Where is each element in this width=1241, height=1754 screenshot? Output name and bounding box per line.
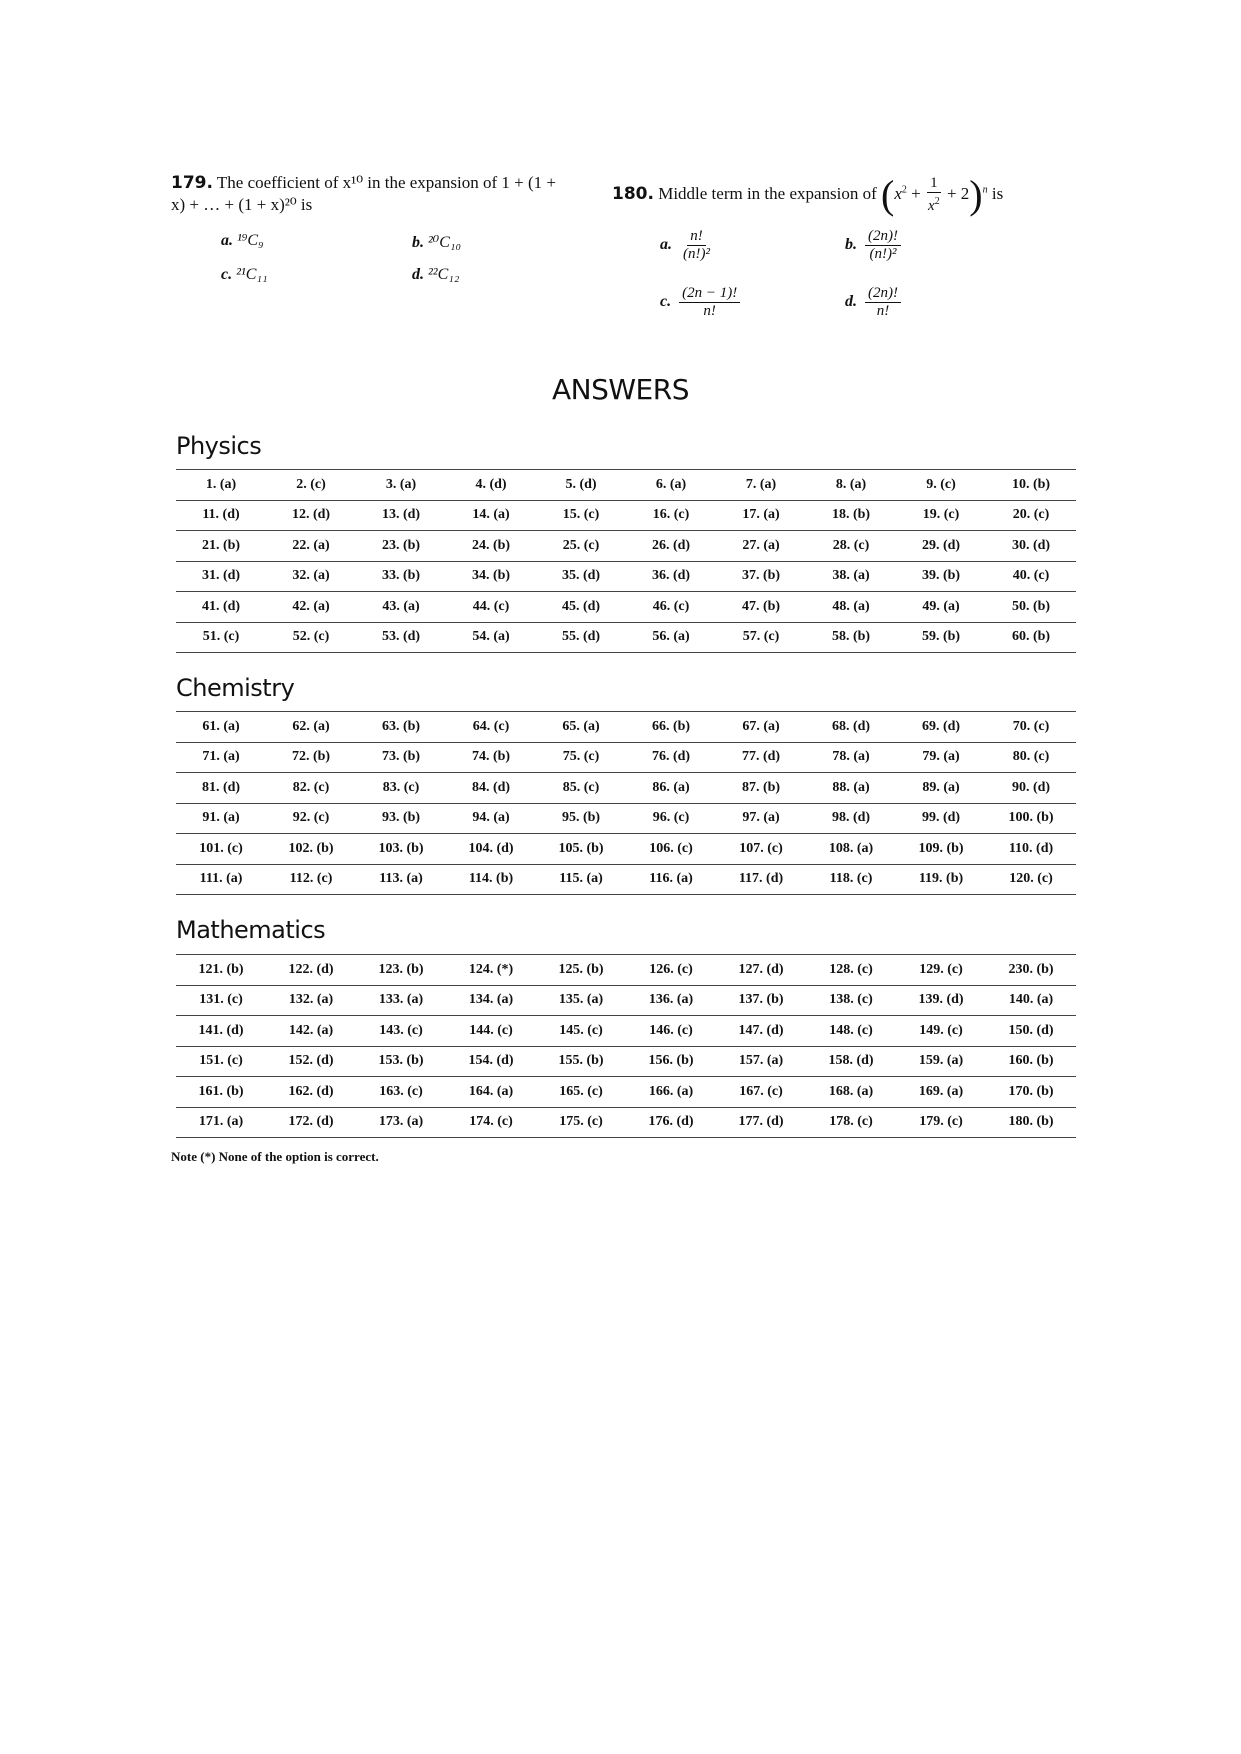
answer-cell: 164. (a): [446, 1077, 536, 1108]
answer-cell: 79. (a): [896, 742, 986, 773]
question-180: [612, 172, 1004, 217]
answer-cell: 13. (d): [356, 500, 446, 531]
answer-cell: 32. (a): [266, 561, 356, 592]
answer-cell: 3. (a): [356, 470, 446, 501]
answer-cell: 25. (c): [536, 531, 626, 562]
table-row: [176, 500, 1076, 531]
answer-cell: 53. (d): [356, 622, 446, 653]
table-row: [176, 1107, 1076, 1138]
answer-cell: 10. (b): [986, 470, 1076, 501]
answer-cell: 149. (c): [896, 1016, 986, 1047]
table-row: [176, 985, 1076, 1016]
answer-grid-physics: [176, 469, 1076, 653]
answer-cell: 43. (a): [356, 592, 446, 623]
answer-cell: 105. (b): [536, 834, 626, 865]
q180-option-b: b. $\frac{(2n)!}{\text{(n!)²}}$: [845, 228, 901, 263]
answer-cell: 66. (b): [626, 712, 716, 743]
answer-cell: 175. (c): [536, 1107, 626, 1138]
question-stem: Middle term in the expansion of: [658, 183, 877, 203]
table-row: [176, 1077, 1076, 1108]
answer-cell: 56. (a): [626, 622, 716, 653]
answer-cell: 30. (d): [986, 531, 1076, 562]
table-row: [176, 470, 1076, 501]
answer-cell: 132. (a): [266, 985, 356, 1016]
table-row: [176, 1046, 1076, 1077]
answer-cell: 118. (c): [806, 864, 896, 895]
answer-cell: 156. (b): [626, 1046, 716, 1077]
answer-cell: 6. (a): [626, 470, 716, 501]
answer-cell: 110. (d): [986, 834, 1076, 865]
answer-cell: 155. (b): [536, 1046, 626, 1077]
answer-cell: 102. (b): [266, 834, 356, 865]
answer-cell: 151. (c): [176, 1046, 266, 1077]
answer-cell: 96. (c): [626, 803, 716, 834]
answer-cell: 133. (a): [356, 985, 446, 1016]
answer-cell: 44. (c): [446, 592, 536, 623]
answer-cell: 24. (b): [446, 531, 536, 562]
table-row: [176, 803, 1076, 834]
answer-cell: 126. (c): [626, 955, 716, 986]
answer-grid-chemistry: [176, 711, 1076, 895]
table-row: [176, 712, 1076, 743]
answer-cell: 180. (b): [986, 1107, 1076, 1138]
q179-option-a: a. ¹⁹C₉: [221, 232, 264, 249]
answer-cell: 57. (c): [716, 622, 806, 653]
answer-cell: 70. (c): [986, 712, 1076, 743]
answer-cell: 85. (c): [536, 773, 626, 804]
answer-cell: 116. (a): [626, 864, 716, 895]
answer-cell: 55. (d): [536, 622, 626, 653]
answer-cell: 69. (d): [896, 712, 986, 743]
answer-cell: 125. (b): [536, 955, 626, 986]
answer-cell: 64. (c): [446, 712, 536, 743]
answer-cell: 87. (b): [716, 773, 806, 804]
answer-cell: 17. (a): [716, 500, 806, 531]
table-row: [176, 1016, 1076, 1047]
question-number: 180.: [612, 183, 654, 204]
answer-cell: 111. (a): [176, 864, 266, 895]
answer-cell: 18. (b): [806, 500, 896, 531]
section-title-physics: Physics: [176, 432, 262, 460]
answers-title: ANSWERS: [552, 373, 689, 406]
answer-cell: 63. (b): [356, 712, 446, 743]
answer-cell: 142. (a): [266, 1016, 356, 1047]
answer-cell: 152. (d): [266, 1046, 356, 1077]
q180-option-c: c. $\frac{(2n - 1)!}{n!}$: [660, 285, 740, 320]
answer-cell: 109. (b): [896, 834, 986, 865]
answer-cell: 173. (a): [356, 1107, 446, 1138]
answer-cell: 147. (d): [716, 1016, 806, 1047]
answer-cell: 178. (c): [806, 1107, 896, 1138]
answer-cell: 137. (b): [716, 985, 806, 1016]
question-stem: The coefficient of x¹⁰ in the expansion of 1 + (1 + x) + … + (1 + x)²⁰ is: [171, 173, 556, 214]
answer-cell: 71. (a): [176, 742, 266, 773]
answer-cell: 141. (d): [176, 1016, 266, 1047]
answer-cell: 103. (b): [356, 834, 446, 865]
answer-cell: 97. (a): [716, 803, 806, 834]
answer-cell: 95. (b): [536, 803, 626, 834]
answer-cell: 123. (b): [356, 955, 446, 986]
answer-cell: 158. (d): [806, 1046, 896, 1077]
answer-cell: 176. (d): [626, 1107, 716, 1138]
answer-cell: 179. (c): [896, 1107, 986, 1138]
answer-cell: 140. (a): [986, 985, 1076, 1016]
answer-cell: 59. (b): [896, 622, 986, 653]
answer-cell: 129. (c): [896, 955, 986, 986]
answer-cell: 81. (d): [176, 773, 266, 804]
expression: ($x^2$ + $\frac{1}{x^2}$ + 2)$^n$: [881, 172, 988, 217]
answer-cell: 72. (b): [266, 742, 356, 773]
answer-cell: 93. (b): [356, 803, 446, 834]
table-row: [176, 834, 1076, 865]
answer-cell: 1. (a): [176, 470, 266, 501]
answer-cell: 42. (a): [266, 592, 356, 623]
answer-cell: 104. (d): [446, 834, 536, 865]
answer-cell: 107. (c): [716, 834, 806, 865]
answer-cell: 91. (a): [176, 803, 266, 834]
answer-cell: 119. (b): [896, 864, 986, 895]
answer-cell: 77. (d): [716, 742, 806, 773]
answer-cell: 139. (d): [896, 985, 986, 1016]
answer-cell: 84. (d): [446, 773, 536, 804]
answer-cell: 115. (a): [536, 864, 626, 895]
answer-cell: 50. (b): [986, 592, 1076, 623]
answer-cell: 27. (a): [716, 531, 806, 562]
answer-cell: 21. (b): [176, 531, 266, 562]
answer-cell: 170. (b): [986, 1077, 1076, 1108]
q180-option-a: a. $\frac{n!}{\text{(n!)²}}$: [660, 228, 710, 262]
answer-cell: 148. (c): [806, 1016, 896, 1047]
answer-cell: 86. (a): [626, 773, 716, 804]
answer-cell: 28. (c): [806, 531, 896, 562]
answer-cell: 230. (b): [986, 955, 1076, 986]
answer-cell: 60. (b): [986, 622, 1076, 653]
answer-cell: 162. (d): [266, 1077, 356, 1108]
answer-cell: 83. (c): [356, 773, 446, 804]
question-number: 179.: [171, 173, 213, 193]
table-row: [176, 864, 1076, 895]
answer-cell: 122. (d): [266, 955, 356, 986]
answer-cell: 101. (c): [176, 834, 266, 865]
answer-cell: 37. (b): [716, 561, 806, 592]
answer-cell: 127. (d): [716, 955, 806, 986]
answer-cell: 14. (a): [446, 500, 536, 531]
answer-cell: 163. (c): [356, 1077, 446, 1108]
answer-cell: 112. (c): [266, 864, 356, 895]
answer-cell: 5. (d): [536, 470, 626, 501]
answer-cell: 34. (b): [446, 561, 536, 592]
answer-cell: 108. (a): [806, 834, 896, 865]
answer-cell: 146. (c): [626, 1016, 716, 1047]
answer-cell: 12. (d): [266, 500, 356, 531]
answer-cell: 26. (d): [626, 531, 716, 562]
q179-option-b: b. ²⁰C₁₀: [412, 234, 462, 251]
answer-cell: 4. (d): [446, 470, 536, 501]
answer-cell: 128. (c): [806, 955, 896, 986]
answer-cell: 73. (b): [356, 742, 446, 773]
question-179: [171, 172, 571, 215]
answer-cell: 100. (b): [986, 803, 1076, 834]
answer-cell: 89. (a): [896, 773, 986, 804]
answer-cell: 143. (c): [356, 1016, 446, 1047]
answer-cell: 15. (c): [536, 500, 626, 531]
answer-cell: 134. (a): [446, 985, 536, 1016]
answer-cell: 165. (c): [536, 1077, 626, 1108]
answer-cell: 68. (d): [806, 712, 896, 743]
answer-cell: 117. (d): [716, 864, 806, 895]
answer-cell: 120. (c): [986, 864, 1076, 895]
answer-cell: 94. (a): [446, 803, 536, 834]
answer-cell: 51. (c): [176, 622, 266, 653]
answer-cell: 2. (c): [266, 470, 356, 501]
answer-cell: 169. (a): [896, 1077, 986, 1108]
answer-cell: 41. (d): [176, 592, 266, 623]
answer-cell: 99. (d): [896, 803, 986, 834]
answer-cell: 166. (a): [626, 1077, 716, 1108]
answer-cell: 36. (d): [626, 561, 716, 592]
answer-cell: 106. (c): [626, 834, 716, 865]
answer-cell: 9. (c): [896, 470, 986, 501]
answer-cell: 74. (b): [446, 742, 536, 773]
answer-cell: 136. (a): [626, 985, 716, 1016]
answer-cell: 62. (a): [266, 712, 356, 743]
footnote: Note (*) None of the option is correct.: [171, 1149, 379, 1164]
answer-cell: 131. (c): [176, 985, 266, 1016]
answer-cell: 23. (b): [356, 531, 446, 562]
answer-cell: 160. (b): [986, 1046, 1076, 1077]
answer-cell: 19. (c): [896, 500, 986, 531]
answer-cell: 46. (c): [626, 592, 716, 623]
table-row: [176, 592, 1076, 623]
table-row: [176, 561, 1076, 592]
answer-cell: 150. (d): [986, 1016, 1076, 1047]
answer-cell: 40. (c): [986, 561, 1076, 592]
answer-cell: 98. (d): [806, 803, 896, 834]
answer-cell: 171. (a): [176, 1107, 266, 1138]
answer-cell: 75. (c): [536, 742, 626, 773]
q180-option-d: d. $\frac{(2n)!}{n!}$: [845, 285, 901, 320]
q179-option-c: c. ²¹C₁₁: [221, 266, 268, 283]
answer-cell: 88. (a): [806, 773, 896, 804]
answer-cell: 47. (b): [716, 592, 806, 623]
answer-cell: 33. (b): [356, 561, 446, 592]
answer-cell: 45. (d): [536, 592, 626, 623]
answer-cell: 78. (a): [806, 742, 896, 773]
answer-cell: 67. (a): [716, 712, 806, 743]
table-row: [176, 773, 1076, 804]
answer-cell: 82. (c): [266, 773, 356, 804]
table-row: [176, 955, 1076, 986]
answer-cell: 11. (d): [176, 500, 266, 531]
answer-cell: 61. (a): [176, 712, 266, 743]
answer-cell: 168. (a): [806, 1077, 896, 1108]
answer-cell: 80. (c): [986, 742, 1076, 773]
answer-cell: 8. (a): [806, 470, 896, 501]
answer-cell: 16. (c): [626, 500, 716, 531]
answer-cell: 124. (*): [446, 955, 536, 986]
answer-cell: 38. (a): [806, 561, 896, 592]
answer-cell: 92. (c): [266, 803, 356, 834]
answer-cell: 121. (b): [176, 955, 266, 986]
answer-cell: 7. (a): [716, 470, 806, 501]
answer-cell: 144. (c): [446, 1016, 536, 1047]
answer-cell: 145. (c): [536, 1016, 626, 1047]
table-row: [176, 531, 1076, 562]
table-row: [176, 742, 1076, 773]
answer-cell: 65. (a): [536, 712, 626, 743]
answer-cell: 31. (d): [176, 561, 266, 592]
section-title-mathematics: Mathematics: [176, 916, 326, 944]
answer-cell: 153. (b): [356, 1046, 446, 1077]
answer-cell: 113. (a): [356, 864, 446, 895]
question-stem-end: is: [991, 183, 1004, 203]
answer-cell: 29. (d): [896, 531, 986, 562]
answer-cell: 177. (d): [716, 1107, 806, 1138]
answer-cell: 174. (c): [446, 1107, 536, 1138]
answer-cell: 58. (b): [806, 622, 896, 653]
answer-cell: 22. (a): [266, 531, 356, 562]
answer-cell: 76. (d): [626, 742, 716, 773]
answer-cell: 54. (a): [446, 622, 536, 653]
answer-cell: 135. (a): [536, 985, 626, 1016]
table-row: [176, 622, 1076, 653]
answer-cell: 35. (d): [536, 561, 626, 592]
answer-cell: 49. (a): [896, 592, 986, 623]
answer-cell: 39. (b): [896, 561, 986, 592]
answer-cell: 90. (d): [986, 773, 1076, 804]
answer-cell: 161. (b): [176, 1077, 266, 1108]
answer-cell: 154. (d): [446, 1046, 536, 1077]
answer-grid-mathematics: [176, 954, 1076, 1138]
answer-cell: 159. (a): [896, 1046, 986, 1077]
answer-cell: 48. (a): [806, 592, 896, 623]
answer-cell: 138. (c): [806, 985, 896, 1016]
answer-cell: 52. (c): [266, 622, 356, 653]
q179-option-d: d. ²²C₁₂: [412, 266, 460, 283]
answer-cell: 167. (c): [716, 1077, 806, 1108]
answer-cell: 157. (a): [716, 1046, 806, 1077]
answer-cell: 20. (c): [986, 500, 1076, 531]
answer-cell: 172. (d): [266, 1107, 356, 1138]
section-title-chemistry: Chemistry: [176, 674, 295, 702]
answer-cell: 114. (b): [446, 864, 536, 895]
